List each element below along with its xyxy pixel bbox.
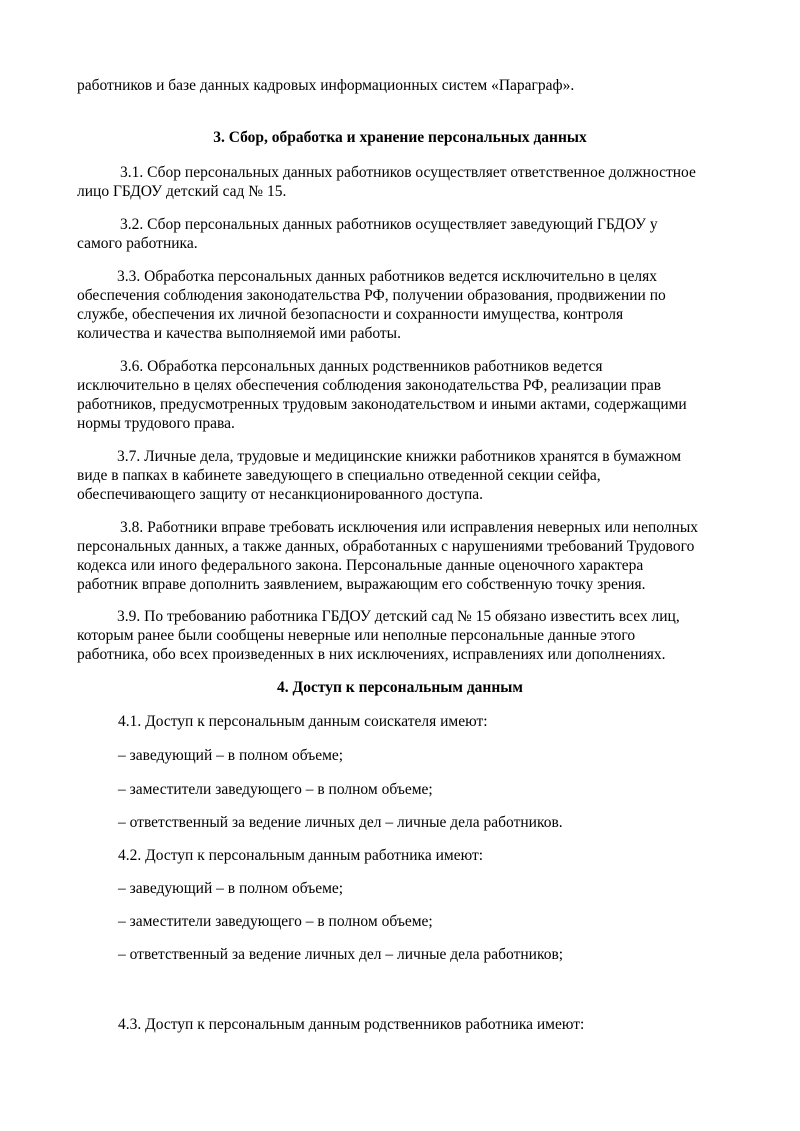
paragraph-3-6-line-4: нормы трудового права.: [77, 415, 235, 432]
paragraph-3-8-line-2: персональных данных, а также данных, обработанных с нарушениями требований Трудового: [77, 538, 695, 555]
paragraph-3-8-line-1: 3.8. Работники вправе требовать исключения или исправления неверных или неполных: [120, 519, 698, 536]
paragraph-3-6-line-1: 3.6. Обработка персональных данных родственников работников ведется: [120, 358, 603, 375]
paragraph-3-2-line-2: самого работника.: [77, 235, 198, 252]
paragraph-3-6-line-3: работников, предусмотренных трудовым законодательством и иными актами, содержащими: [77, 396, 687, 413]
list-item-4-1-1: – заведующий – в полном объеме;: [118, 747, 344, 764]
paragraph-3-7-line-1: 3.7. Личные дела, трудовые и медицинские книжки работников хранятся в бумажном: [117, 448, 682, 465]
paragraph-3-8-line-3: кодекса или иного федерального закона. Персональные данные оценочного характера: [77, 557, 644, 574]
paragraph-3-9-line-2: которым ранее были сообщены неверные или неполные персональные данные этого: [77, 627, 636, 644]
list-item-4-2-3: – ответственный за ведение личных дел – личные дела работников;: [118, 946, 564, 963]
section-4-heading: 4. Доступ к персональным данным: [277, 679, 523, 696]
paragraph-4-2: 4.2. Доступ к персональным данным работника имеют:: [118, 847, 484, 864]
paragraph-3-9-line-3: работника, обо всех произведенных в них исключениях, исправлениях или дополнениях.: [77, 646, 666, 663]
paragraph-4-1: 4.1. Доступ к персональным данным соискателя имеют:: [118, 713, 488, 730]
paragraph-3-7-line-2: виде в папках в кабинете заведующего в специально отведенной секции сейфа,: [77, 467, 601, 484]
paragraph-3-3-line-2: обеспечения соблюдения законодательства РФ, получении образования, продвижении по: [77, 287, 666, 304]
paragraph-3-9-line-1: 3.9. По требованию работника ГБДОУ детский сад № 15 обязано известить всех лиц,: [117, 608, 680, 625]
paragraph-3-3-line-3: службе, обеспечения их личной безопасности и сохранности имущества, контроля: [77, 306, 624, 323]
paragraph-3-8-line-4: работник вправе дополнить заявлением, выражающим его собственную точку зрения.: [77, 576, 646, 593]
paragraph-3-6-line-2: исключительно в целях обеспечения соблюдения законодательства РФ, реализации прав: [77, 377, 662, 394]
paragraph-3-7-line-3: обеспечивающего защиту от несанкционированного доступа.: [77, 486, 484, 503]
list-item-4-1-3: – ответственный за ведение личных дел – личные дела работников.: [118, 814, 563, 831]
paragraph-3-1-line-1: 3.1. Сбор персональных данных работников осуществляет ответственное должностное: [120, 164, 696, 181]
paragraph-3-1-line-2: лицо ГБДОУ детский сад № 15.: [77, 183, 287, 200]
paragraph-4-3: 4.3. Доступ к персональным данным родственников работника имеют:: [118, 1016, 585, 1033]
list-item-4-2-1: – заведующий – в полном объеме;: [118, 880, 344, 897]
paragraph-3-3-line-1: 3.3. Обработка персональных данных работников ведется исключительно в целях: [117, 268, 657, 285]
list-item-4-2-2: – заместители заведующего – в полном объеме;: [118, 913, 433, 930]
paragraph-3-3-line-4: количества и качества выполняемой ими работы.: [77, 325, 401, 342]
paragraph-3-2-line-1: 3.2. Сбор персональных данных работников осуществляет заведующий ГБДОУ у: [120, 216, 658, 233]
section-3-heading: 3. Сбор, обработка и хранение персональных данных: [213, 129, 587, 146]
list-item-4-1-2: – заместители заведующего – в полном объеме;: [118, 781, 433, 798]
intro-line: работников и базе данных кадровых информационных систем «Параграф».: [77, 77, 575, 94]
